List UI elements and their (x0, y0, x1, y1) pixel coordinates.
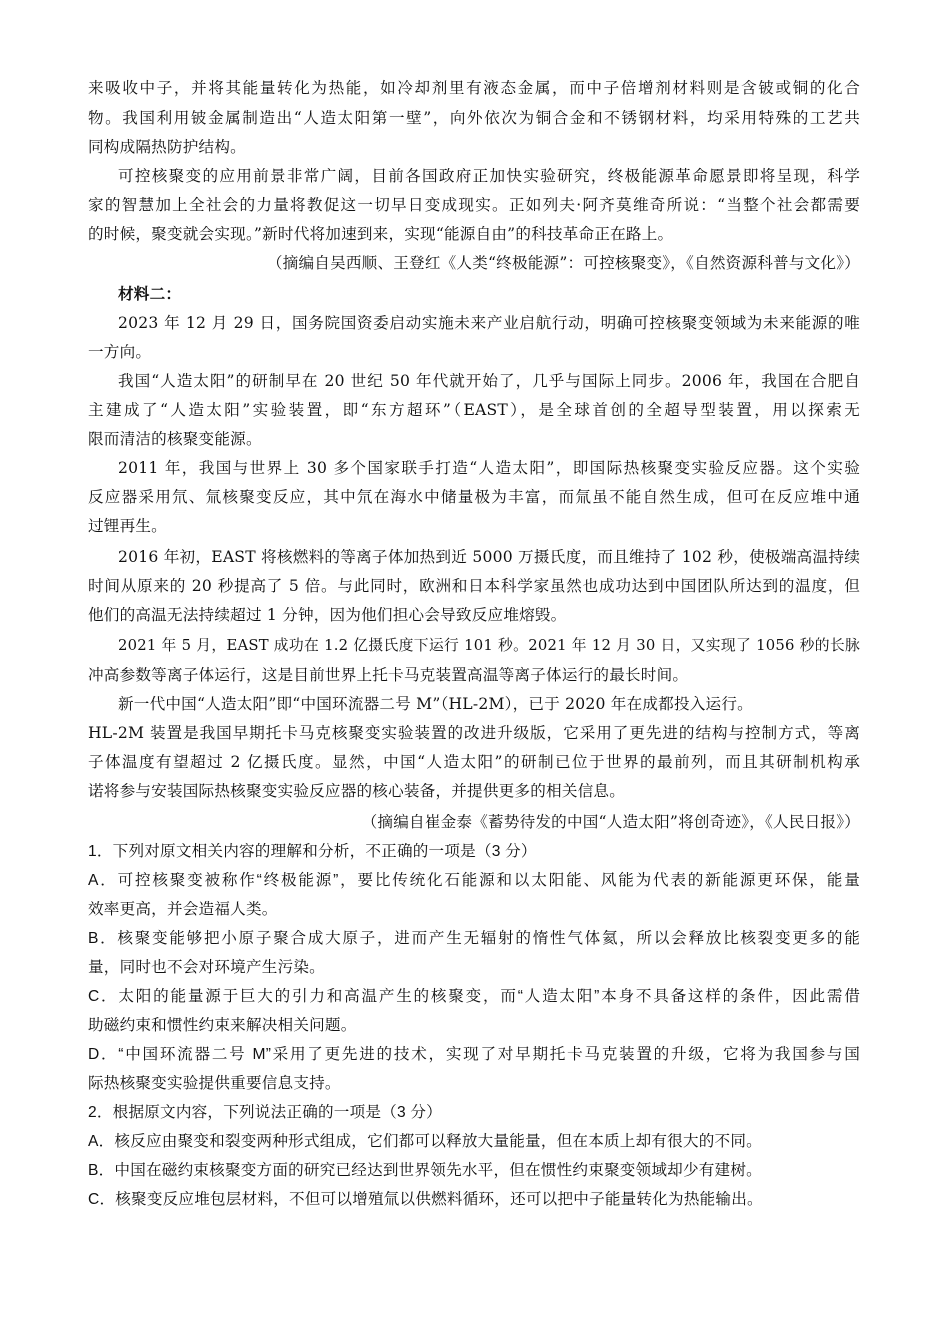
material2-line-4: 主建成了“人造太阳”实验装置，即“东方超环”（EAST），是全球首创的全超导型装置，用以探索无 (88, 401, 860, 419)
material1-line-2: 物。我国利用铍金属制造出“人造太阳第一壁”，向外依次为铜合金和不锈钢材料，均采用特殊的工艺共 (88, 109, 860, 127)
material2-line-1: 2023 年 12 月 29 日，国务院国资委启动实施未来产业启航行动，明确可控核聚变领域为未来能源的唯 (118, 314, 860, 332)
material2-line-10: 时间从原来的 20 秒提高了 5 倍。与此同时，欧洲和日本科学家虽然也成功达到中国团队所达到的温度，但 (88, 577, 860, 595)
material1-line-1: 来吸收中子，并将其能量转化为热能，如冷却剂里有液态金属，而中子倍增剂材料则是含铍或铜的化合 (88, 79, 860, 97)
material1-line-5: 家的智慧加上全社会的力量将教促这一切早日变成现实。正如列夫·阿齐莫维奇所说：“当整个社会都需要 (88, 196, 860, 214)
material2-line-2: 一方向。 (88, 343, 152, 361)
material2-line-7: 反应器采用氘、氚核聚变反应，其中氘在海水中储量极为丰富，而氚虽不能自然生成，但可在反应堆中通 (88, 488, 860, 506)
question-2-option-b: B．中国在磁约束核聚变方面的研究已经达到世界领先水平，但在惯性约束聚变领域却少有建树。 (88, 1162, 762, 1179)
material2-line-15: HL-2M 装置是我国早期托卡马克核聚变实验装置的改进升级版，它采用了更先进的结构与控制方式，等离 (88, 724, 860, 742)
material2-line-11: 他们的高温无法持续超过 1 分钟，因为他们担心会导致反应堆熔毁。 (88, 606, 567, 624)
question-1-option-b-line-2: 量，同时也不会对环境产生污染。 (88, 959, 325, 976)
material2-line-13: 冲高参数等离子体运行，这是目前世界上托卡马克装置高温等离子体运行的最长时间。 (88, 666, 689, 684)
material2-line-3: 我国“人造太阳”的研制早在 20 世纪 50 年代就开始了，几乎与国际上同步。2006 年，我国在合肥自 (118, 372, 860, 390)
material1-citation: （摘编自吴西顺、王登红《人类“终极能源”：可控核聚变》，《自然资源科普与文化》） (266, 254, 860, 272)
material2-line-8: 过锂再生。 (88, 517, 167, 535)
material2-line-16: 子体温度有望超过 2 亿摄氏度。显然，中国“人造太阳”的研制已位于世界的最前列，而且其研制机构承 (88, 753, 860, 771)
question-2-option-c: C．核聚变反应堆包层材料，不但可以增殖氚以供燃料循环，还可以把中子能量转化为热能输出。 (88, 1191, 763, 1208)
question-1-option-d-line-1: D．“中国环流器二号 M”采用了更先进的技术，实现了对早期托卡马克装置的升级，它将为我国参与国 (88, 1046, 860, 1063)
material2-line-12: 2021 年 5 月，EAST 成功在 1.2 亿摄氏度下运行 101 秒。2021 年 12 月 30 日，又实现了 1056 秒的长脉 (118, 637, 860, 654)
question-2-stem: 2．根据原文内容，下列说法正确的一项是（3 分） (88, 1104, 442, 1121)
question-1-option-a-line-1: A．可控核聚变被称作“终极能源”，要比传统化石能源和以太阳能、风能为代表的新能源更环保，能量 (88, 872, 860, 889)
material2-line-17: 诺将参与安装国际热核聚变实验反应器的核心装备，并提供更多的相关信息。 (88, 782, 625, 800)
material1-line-4: 可控核聚变的应用前景非常广阔，目前各国政府正加快实验研究，终极能源革命愿景即将呈现，科学 (118, 167, 860, 185)
question-1-option-b-line-1: B．核聚变能够把小原子聚合成大原子，进而产生无辐射的惰性气体氦，所以会释放比核裂变更多的能 (88, 930, 860, 947)
question-1-stem: 1．下列对原文相关内容的理解和分析，不正确的一项是（3 分） (88, 843, 537, 860)
material2-line-9: 2016 年初，EAST 将核燃料的等离子体加热到近 5000 万摄氏度，而且维持了 102 秒，使极端高温持续 (118, 548, 860, 566)
question-1-option-c-line-2: 助磁约束和惯性约束来解决相关问题。 (88, 1017, 357, 1034)
material1-line-3: 同构成隔热防护结构。 (88, 138, 246, 156)
question-1-option-c-line-1: C．太阳的能量源于巨大的引力和高温产生的核聚变，而“人造太阳”本身不具备这样的条件，因此需借 (88, 988, 860, 1005)
material2-line-6: 2011 年，我国与世界上 30 多个国家联手打造“人造太阳”，即国际热核聚变实验反应器。这个实验 (118, 459, 860, 477)
material2-citation: （摘编自崔金泰《蓄势待发的中国“人造太阳”将创奇迹》，《人民日报》） (361, 813, 860, 831)
question-2-option-a: A．核反应由聚变和裂变两种形式组成，它们都可以释放大量能量，但在本质上却有很大的不同。 (88, 1133, 762, 1150)
question-1-option-d-line-2: 际热核聚变实验提供重要信息支持。 (88, 1075, 341, 1092)
material2-line-5: 限而清洁的核聚变能源。 (88, 430, 262, 448)
material2-line-14: 新一代中国“人造太阳”即“中国环流器二号 M”（HL-2M），已于 2020 年在成都投入运行。 (118, 695, 753, 713)
material1-line-6: 的时候，聚变就会实现。”新时代将加速到来，实现“能源自由”的科技革命正在路上。 (88, 225, 674, 243)
question-1-option-a-line-2: 效率更高，并会造福人类。 (88, 901, 278, 918)
material2-heading: 材料二： (118, 284, 182, 303)
